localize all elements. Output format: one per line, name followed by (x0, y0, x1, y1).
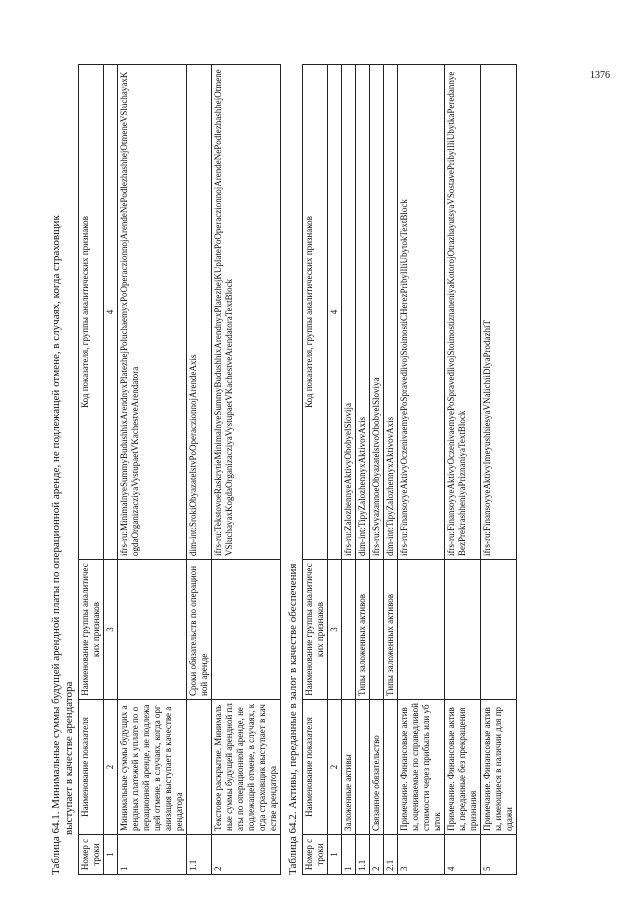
row-number: 2 (370, 835, 384, 875)
row-group: Типы заложенных активов (356, 560, 370, 700)
row-number: 1.1 (356, 835, 370, 875)
row-group (398, 560, 445, 700)
table-header-row (303, 65, 328, 875)
table1-caption-line2: выступает в качестве арендатора (63, 681, 75, 835)
row-number: 3 (398, 835, 445, 875)
page-number: 1376 (590, 70, 610, 81)
row-code: ifrs-ru:FinansoyyeAktivyOczenivaemyePoSpravedlivojStoimostiznaneniyaKotorojOtrazhayutsyaVSostavePribylIliUbytkaPeredannyeBezPrekrashheniyaPriznaniyaTextBlock (445, 65, 481, 560)
row-number: 5 (481, 835, 517, 875)
table2-caption: Таблица 64.2. Активы, переданные в залог в качестве обеспечения (287, 563, 299, 875)
row-name: Примечание. Финансовые активы, оцениваемые по справедливой стоимости через прибыль или убыток (398, 700, 445, 835)
table-row (212, 65, 281, 875)
row-number: 1.1 (187, 835, 212, 875)
row-group (481, 560, 517, 700)
row-number: 2 (212, 835, 281, 875)
row-number: 1 (118, 835, 187, 875)
header-cell: Наименование группы аналитических признаков (303, 560, 328, 700)
row-name: Текстовое раскрытие. Минимальные суммы будущей арендной платы по операционной аренде, не подлежащей отмене, в случаях, когда страховщик выступает в качестве арендатора (212, 700, 281, 835)
header-cell: Номер строки (303, 835, 328, 875)
header-cell: Наименование показателя (79, 700, 104, 835)
row-group (370, 560, 384, 700)
row-code: dim-int:SrokiObyazatelstvPoOperaczionnojArendeAxis (187, 65, 212, 560)
row-code: ifrs-ru:ZalozhennyeAktivyObobyelSlovija (342, 65, 356, 560)
row-code: ifrs-ru:SvyazannoeObyazatelstvoObobyelSloviya (370, 65, 384, 560)
table-header-number-row (328, 65, 342, 875)
table1-caption (50, 25, 76, 875)
table-row (370, 65, 384, 875)
header-number: 2 (328, 700, 342, 835)
header-number: 1 (104, 835, 118, 875)
row-group (212, 560, 281, 700)
row-name: Минимальные суммы будущих арендных платежей к уплате по операционной аренде, не подлежащей отмене, в случаях, когда организация выступает в качестве арендатора (118, 700, 187, 835)
header-number: 4 (104, 65, 118, 560)
row-code: dim-int:TipyZalozhennyxAktivovAxis (356, 65, 370, 560)
row-group: Типы заложенных активов (384, 560, 398, 700)
header-number: 4 (328, 65, 342, 560)
row-number: 4 (445, 835, 481, 875)
table1 (78, 64, 281, 875)
table-row (356, 65, 370, 875)
row-group (118, 560, 187, 700)
header-cell: Номер строки (79, 835, 104, 875)
row-group: Сроки обязательств по операционной аренде (187, 560, 212, 700)
row-code: ifrs-ru:FinansoyyeAktivyOczenivaemyePoSpravedlivojStoimostiCHerezPribylIliUbytokTextBlock (398, 65, 445, 560)
header-cell: Наименование группы аналитических признаков (79, 560, 104, 700)
row-number: 2.1 (384, 835, 398, 875)
rotated-page (50, 25, 610, 875)
row-code: dim-int:TipyZalozhennyxAktivovAxis (384, 65, 398, 560)
table-row (398, 65, 445, 875)
header-cell: Код показателя, группы аналитических признаков (303, 65, 328, 560)
row-name (356, 700, 370, 835)
table-row (187, 65, 212, 875)
row-name (187, 700, 212, 835)
header-cell: Наименование показателя (303, 700, 328, 835)
row-code: ifrs-ru:FinansoyyeAktivyImeyushhiesyaVNalichiiDlyaProdazhiT (481, 65, 517, 560)
header-number: 3 (104, 560, 118, 700)
row-name: Связанное обязательство (370, 700, 384, 835)
header-number: 1 (328, 835, 342, 875)
row-code: ifrs-ru:MinimalnyeSummyBudushhixArendnyxPlatezhejPoluchaemyxPoOperaczionnojArendeNePodlezhashhejOtmeneVSluchayaxKogdaOrganizacziyaVystupaetVKachestveArendatora (118, 65, 187, 560)
table-header-row (79, 65, 104, 875)
row-name: Примечание. Финансовые активы, имеющиеся в наличии для продажи (481, 700, 517, 835)
table-row (384, 65, 398, 875)
table-row (481, 65, 517, 875)
table-row (342, 65, 356, 875)
table-row (445, 65, 481, 875)
row-group (445, 560, 481, 700)
row-name: Заложенные активы (342, 700, 356, 835)
row-number: 1 (342, 835, 356, 875)
header-cell: Код показателя, группы аналитических признаков (79, 65, 104, 560)
row-name: Примечание. Финансовые активы, переданные без прекращения признания (445, 700, 481, 835)
row-group (342, 560, 356, 700)
table2 (302, 64, 517, 875)
header-number: 2 (104, 700, 118, 835)
header-number: 3 (328, 560, 342, 700)
row-name (384, 700, 398, 835)
table-header-number-row (104, 65, 118, 875)
table1-caption-line1: Таблица 64.1. Минимальные суммы будущей арендной платы по операционной аренде, не подлежащей отмене, в случаях, когда страховщик (50, 215, 62, 875)
row-code: ifrs-ru:TekstovoeRaskrytieMinimalnyeSummyBudushhixArendnyxPlatezhejKUplatePoOperaczionnojArendeNePodlezhashhejOtmeneVSluchayaxKogdaOrganizacziyaVystupaetVKachestveArendatoraTextBlock (212, 65, 281, 560)
table-row (118, 65, 187, 875)
